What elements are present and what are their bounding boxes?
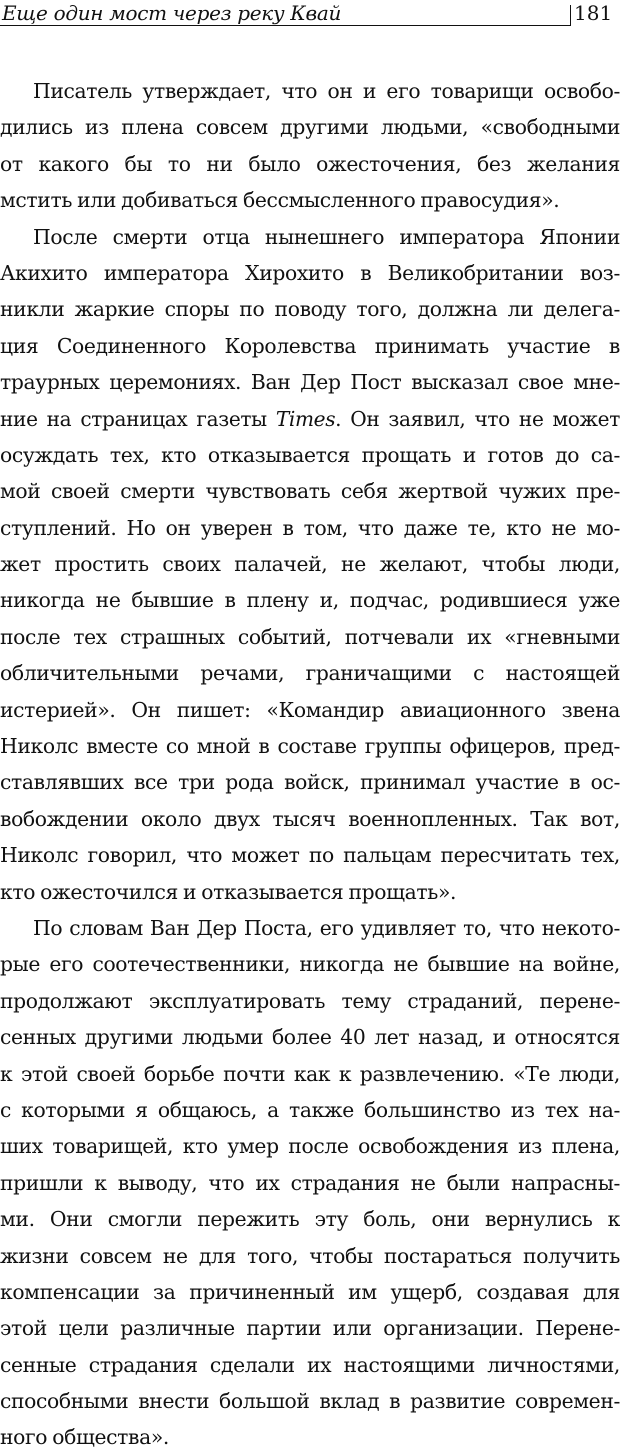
text-line: пришли к выводу, что их страдания не были напрасны- (0, 1170, 620, 1195)
text-line: мстить или добиваться бессмысленного правосудия». (0, 188, 560, 213)
text-line: жет простить своих палачей, не желают, чтобы люди, (0, 552, 620, 577)
text-line: Писатель утверждает, что он и его товарищи освобо- (33, 79, 620, 103)
text-line: траурных церемониях. Ван Дер Пост высказал свое мне- (0, 370, 620, 395)
text-line: По словам Ван Дер Поста, его удивляет то, что некото- (33, 915, 620, 940)
text-line: сенные страдания сделали их настоящими личностями, (0, 1352, 620, 1377)
text-line: после тех страшных событий, потчевали их «гневными (0, 624, 620, 649)
text-line: После смерти отца нынешнего императора Японии (33, 224, 620, 249)
text-line: Николс говорил, что может по пальцам пересчитать тех, (0, 843, 620, 868)
text-line: мой своей смерти чувствовать себя жертвой чужих пре- (0, 479, 620, 504)
page-header (0, 0, 620, 30)
text-line: ставлявших все три рода войск, принимал участие в ос- (0, 770, 620, 795)
text-line: Николс вместе со мной в составе группы офицеров, пред- (0, 734, 620, 759)
text-line: сенных другими людьми более 40 лет назад, и относятся (0, 1025, 620, 1050)
text-line: с которыми я общаюсь, а также большинство из тех на- (0, 1097, 620, 1122)
text-line: ших товарищей, кто умер после освобождения из плена, (0, 1134, 620, 1159)
text-line: от какого бы то ни было ожесточения, без желания (0, 151, 620, 176)
text-line: ми. Они смогли пережить эту боль, они вернулись к (0, 1207, 620, 1232)
text-line: дились из плена совсем другими людьми, «свободными (0, 115, 620, 140)
page-number: 181 (574, 1, 613, 25)
text-line: никли жаркие споры по поводу того, должна ли делега- (0, 297, 620, 322)
text-line: рые его соотечественники, никогда не бывшие на войне, (0, 952, 620, 977)
text-line: осуждать тех, кто отказывается прощать и готов до са- (0, 442, 620, 467)
text-line: этой цели различные партии или организации. Перене- (0, 1316, 620, 1341)
running-title: Еще один мост через реку Квай (2, 1, 342, 25)
text-segment: . Он заявил, что не может (335, 406, 620, 431)
text-line: обличительными речами, граничащими с настоящей (0, 661, 620, 686)
text-segment: ние на страницах газеты (0, 406, 276, 431)
header-divider (570, 5, 571, 26)
text-line: истерией». Он пишет: «Командир авиационного звена (0, 697, 620, 722)
text-line (0, 401, 620, 437)
newspaper-title: Times (275, 406, 336, 431)
text-line: ступлений. Но он уверен в том, что даже те, кто не мо- (0, 515, 620, 540)
text-line: ного общества». (0, 1425, 169, 1450)
body-text (0, 73, 620, 1456)
text-line: никогда не бывшие в плену и, подчас, родившиеся уже (0, 588, 620, 613)
text-line: продолжают эксплуатировать тему страданий, перене- (0, 988, 620, 1013)
text-line: вобождении около двух тысяч военнопленных. Так вот, (0, 806, 620, 831)
text-line: жизни совсем не для того, чтобы постараться получить (0, 1243, 620, 1268)
text-line: к этой своей борьбе почти как к развлечению. «Те люди, (0, 1061, 620, 1086)
text-line: Акихито императора Хирохито в Великобритании воз- (0, 260, 620, 285)
header-rule (0, 25, 570, 26)
text-line: способными внести большой вклад в развитие современ- (0, 1389, 620, 1414)
text-line: кто ожесточился и отказывается прощать». (0, 879, 457, 904)
text-line: компенсации за причиненный им ущерб, создавая для (0, 1279, 620, 1304)
text-line: ция Соединенного Королевства принимать участие в (0, 333, 620, 358)
